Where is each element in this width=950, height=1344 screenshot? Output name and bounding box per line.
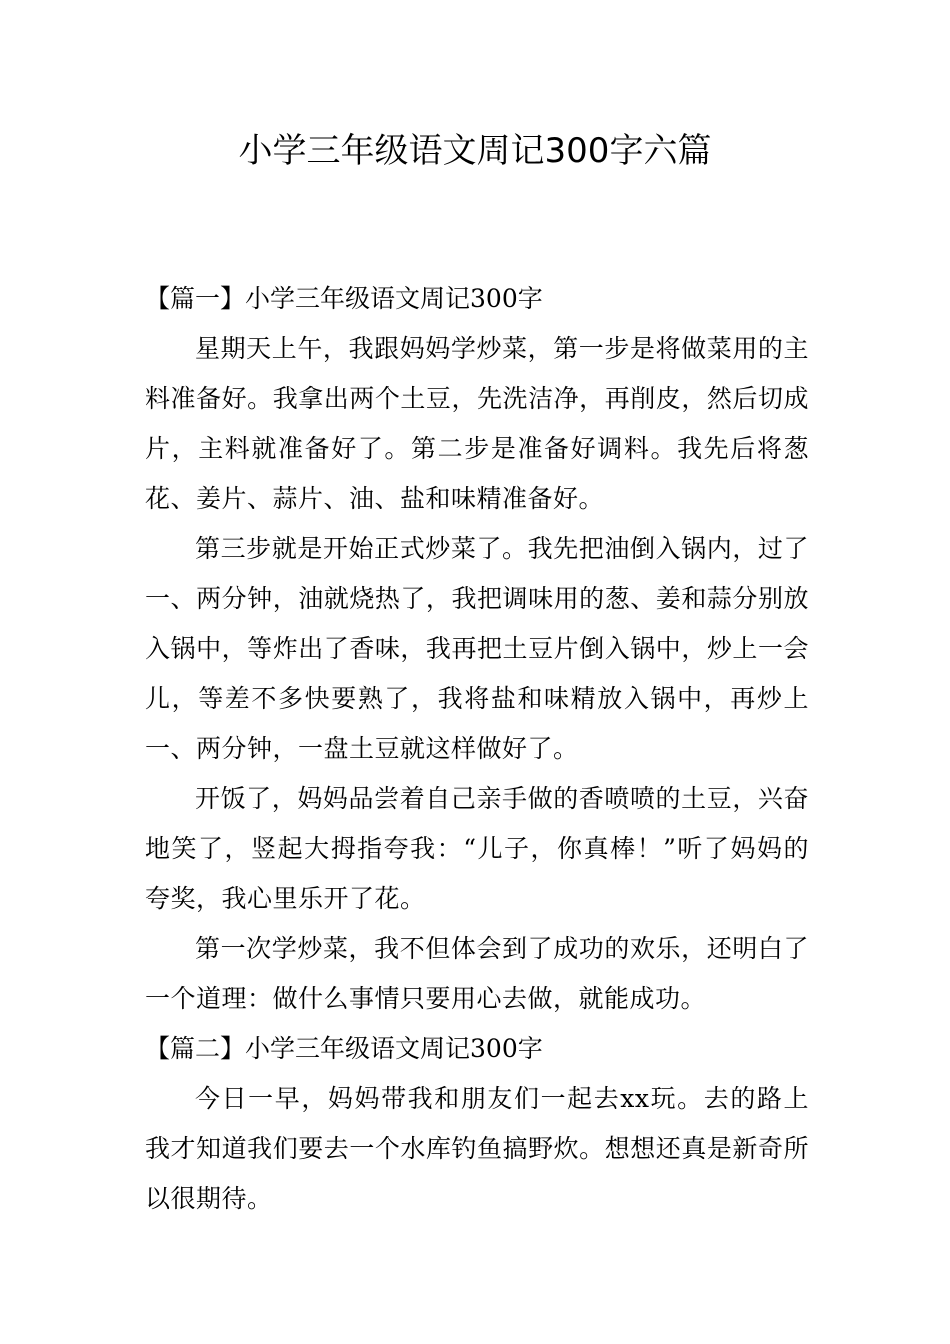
paragraph: 星期天上午，我跟妈妈学炒菜，第一步是将做菜用的主料准备好。我拿出两个土豆，先洗洁净，再削皮，然后切成片，主料就准备好了。第二步是准备好调料。我先后将葱花、姜片、蒜片、油、盐和味精准备好。 [145, 334, 809, 513]
section-heading-2: 【篇二】小学三年级语文周记300字 [145, 1034, 543, 1063]
document-title: 小学三年级语文周记300字六篇 [238, 131, 712, 171]
document-body [145, 274, 809, 1224]
paragraph: 开饭了，妈妈品尝着自己亲手做的香喷喷的土豆，兴奋地笑了，竖起大拇指夸我：“儿子，你真棒！”听了妈妈的夸奖，我心里乐开了花。 [145, 784, 809, 913]
paragraph: 第三步就是开始正式炒菜了。我先把油倒入锅内，过了一、两分钟，油就烧热了，我把调味用的葱、姜和蒜分别放入锅中，等炸出了香味，我再把土豆片倒入锅中，炒上一会儿，等差不多快要熟了，我将盐和味精放入锅中，再炒上一、两分钟，一盘土豆就这样做好了。 [145, 534, 809, 763]
paragraph: 第一次学炒菜，我不但体会到了成功的欢乐，还明白了一个道理：做什么事情只要用心去做，就能成功。 [145, 934, 809, 1013]
section-heading-1: 【篇一】小学三年级语文周记300字 [145, 284, 543, 313]
paragraph: 今日一早，妈妈带我和朋友们一起去xx玩。去的路上我才知道我们要去一个水库钓鱼搞野炊。想想还真是新奇所以很期待。 [145, 1084, 809, 1213]
